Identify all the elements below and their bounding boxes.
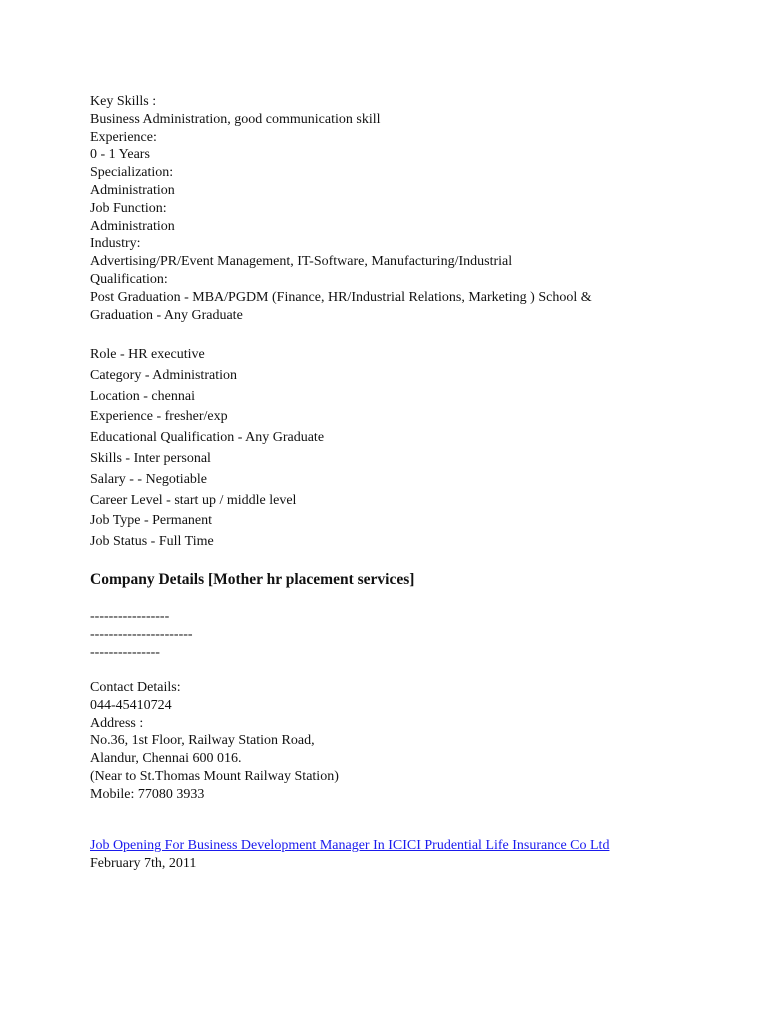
job-function-value: Administration (90, 218, 175, 234)
address-line-2: Alandur, Chennai 600 016. (90, 751, 242, 767)
dash-line-1: ----------------- (90, 609, 170, 624)
address-line-3: (Near to St.Thomas Mount Railway Station) (90, 768, 339, 784)
industry-label: Industry: (90, 236, 141, 252)
qualification-value: Post Graduation - MBA/PGDM (Finance, HR/Industrial Relations, Marketing ) School & Graduation - Any Graduate (90, 289, 592, 324)
contact-phone: 044-45410724 (90, 697, 172, 713)
separator-lines (90, 608, 690, 661)
contact-mobile: Mobile: 77080 3933 (90, 786, 205, 802)
role-detail-salary: Salary - - Negotiable (90, 471, 208, 487)
company-section (90, 570, 690, 590)
related-job-link[interactable]: Job Opening For Business Development Manager In ICICI Prudential Life Insurance Co Ltd (90, 838, 610, 853)
related-job-date: February 7th, 2011 (90, 855, 197, 871)
role-detail-category: Category - Administration (90, 367, 237, 383)
experience-value: 0 - 1 Years (90, 147, 150, 163)
role-detail-skills: Skills - Inter personal (90, 450, 211, 466)
specialization-value: Administration (90, 182, 175, 198)
address-label: Address : (90, 715, 144, 731)
key-skills-value: Business Administration, good communication skill (90, 111, 381, 127)
role-details-section (90, 345, 690, 553)
role-detail-location: Location - chennai (90, 388, 195, 404)
job-details-section (90, 93, 690, 326)
company-heading: Company Details [Mother hr placement services] (90, 571, 415, 588)
key-skills-label: Key Skills : (90, 94, 157, 109)
role-detail-career-level: Career Level - start up / middle level (90, 492, 297, 508)
dash-line-3: --------------- (90, 644, 160, 660)
address-line-1: No.36, 1st Floor, Railway Station Road, (90, 733, 315, 749)
role-detail-job-type: Job Type - Permanent (90, 513, 213, 529)
contact-section (90, 679, 690, 804)
contact-label: Contact Details: (90, 680, 181, 695)
role-detail-experience: Experience - fresher/exp (90, 409, 228, 425)
related-post-section (90, 837, 730, 873)
role-detail-job-status: Job Status - Full Time (90, 534, 214, 550)
experience-label: Experience: (90, 129, 157, 145)
industry-value: Advertising/PR/Event Management, IT-Software, Manufacturing/Industrial (90, 254, 513, 270)
specialization-label: Specialization: (90, 165, 174, 181)
job-function-label: Job Function: (90, 200, 167, 216)
dash-line-2: ---------------------- (90, 626, 193, 642)
qualification-label: Qualification: (90, 271, 168, 287)
role-detail-role: Role - HR executive (90, 347, 205, 362)
role-detail-education: Educational Qualification - Any Graduate (90, 430, 325, 446)
